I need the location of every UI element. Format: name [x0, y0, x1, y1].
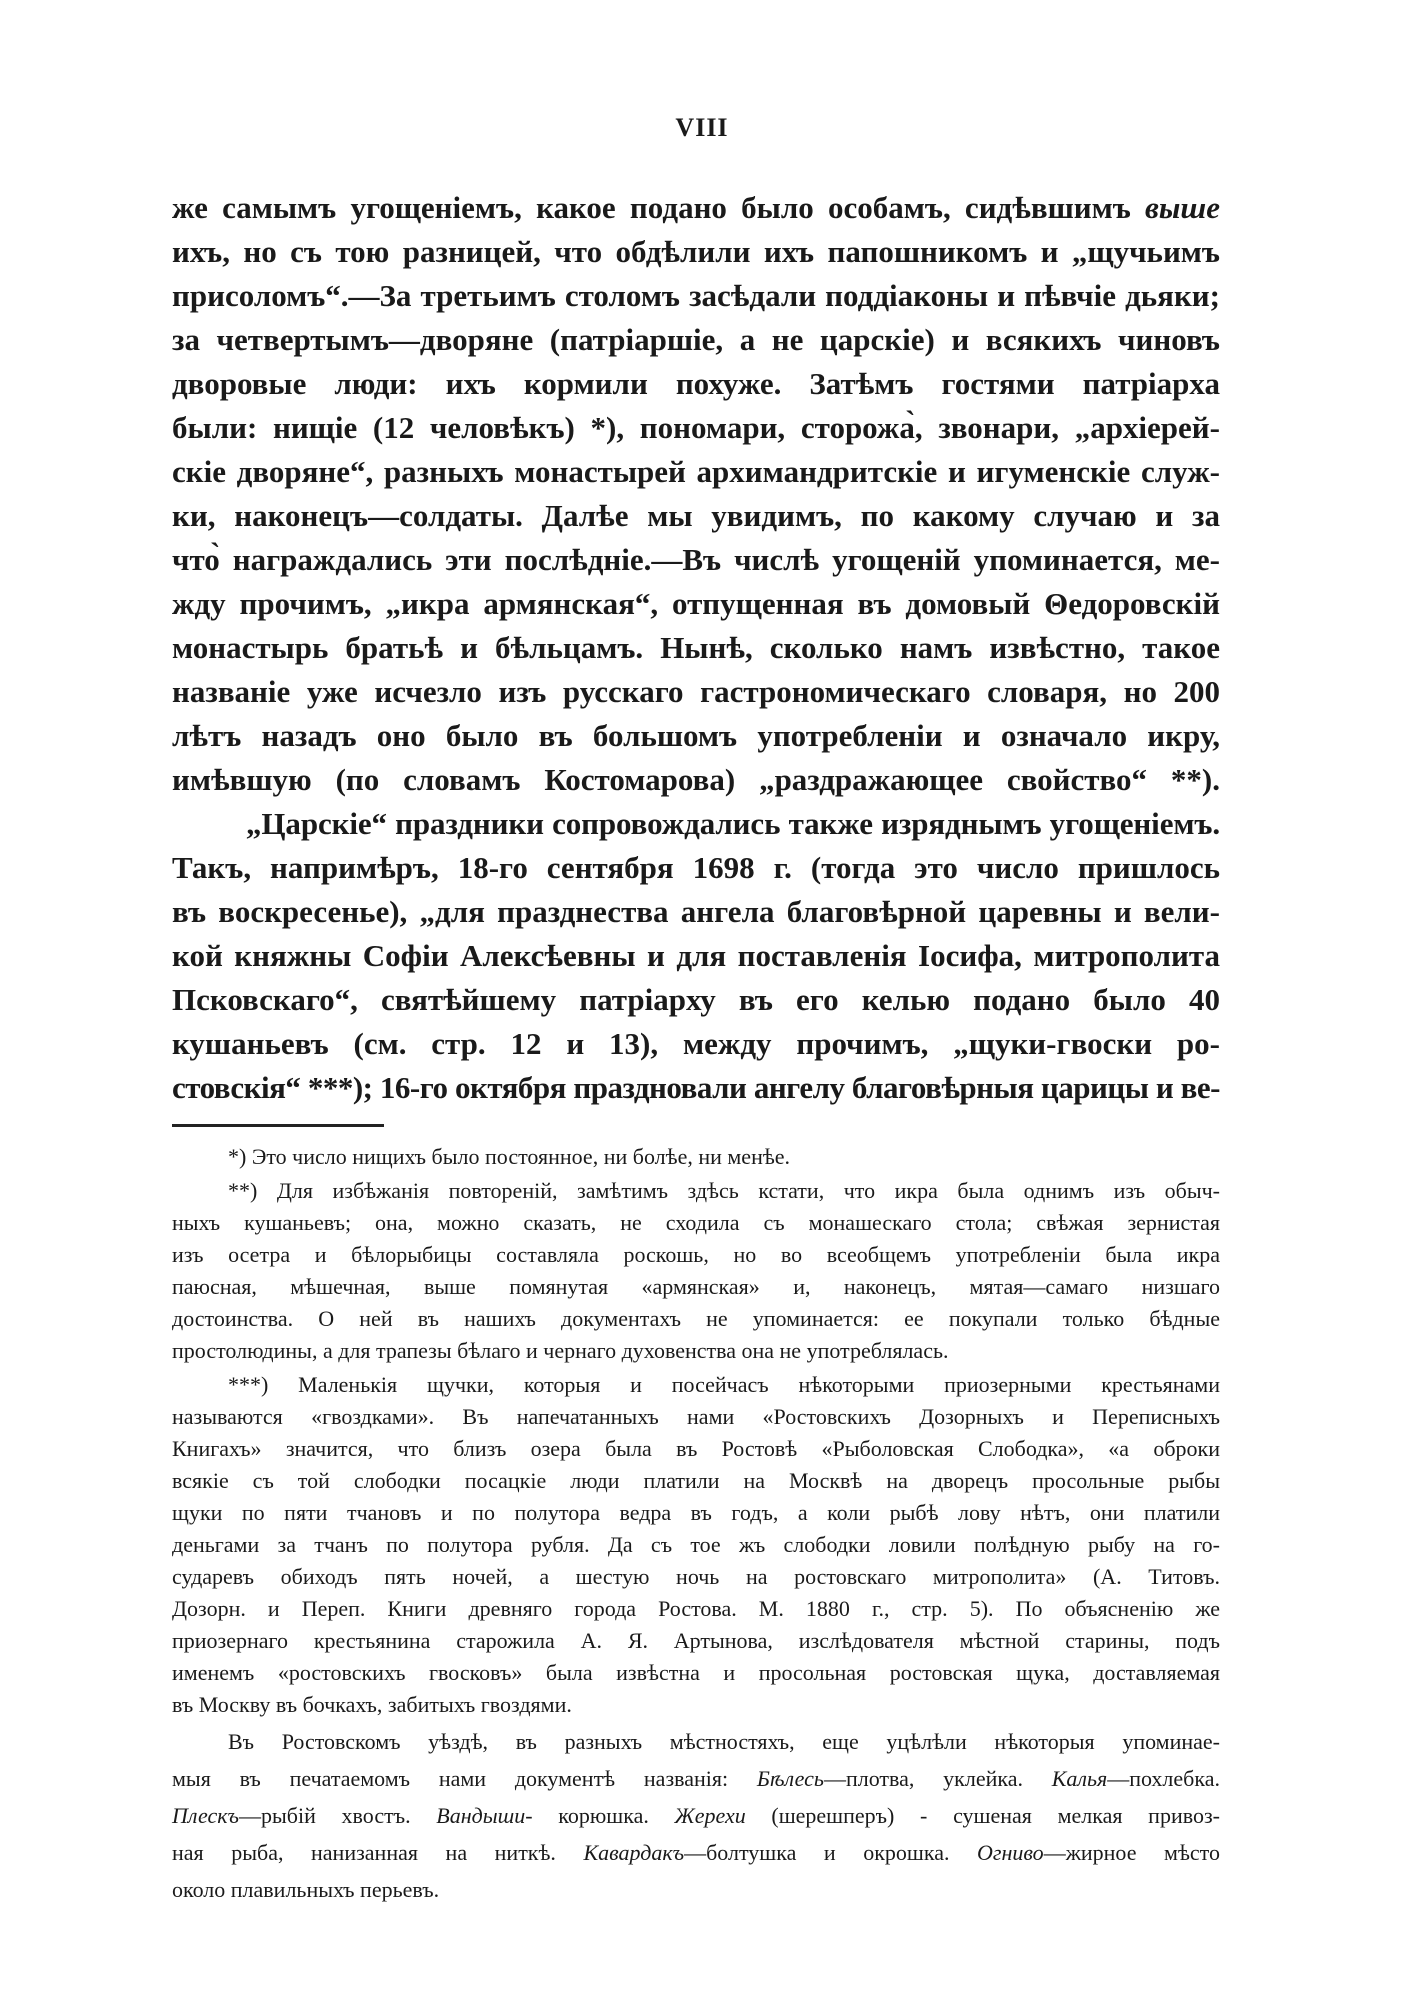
text-segment: мыя въ печатаемомъ нами документѣ названія: [172, 1766, 757, 1791]
page-column [172, 186, 1220, 1908]
text-line [172, 1497, 1220, 1529]
text-line [172, 1529, 1220, 1561]
text-line [172, 1141, 1220, 1173]
text-segment: —плотва, уклейка. [823, 1766, 1052, 1791]
text-segment: дворовые люди: ихъ кормили похуже. Затѣмъ гостями патріарха [172, 366, 1220, 401]
text-segment: что̀ награждались эти послѣдніе.—Въ числѣ угощеній упоминается, ме- [172, 542, 1220, 577]
footnote-3 [172, 1369, 1220, 1721]
text-segment: Такъ, напримѣръ, 18-го сентября 1698 г. (тогда это число пришлось [172, 850, 1220, 885]
text-segment: ихъ, но съ тою разницей, что обдѣлили ихъ папошникомъ и „щучьимъ [172, 234, 1220, 269]
text-segment: - корюшка. [525, 1803, 675, 1828]
text-line [172, 538, 1220, 582]
text-segment: же самымъ угощеніемъ, какое подано было особамъ, сидѣвшимъ [172, 190, 1146, 225]
text-line [172, 1175, 1220, 1207]
italic-term: Бѣлесь [756, 1766, 824, 1791]
text-segment: называются «гвоздками». Въ напечатанныхъ нами «Ростовскихъ Дозорныхъ и Переписныхъ [172, 1404, 1220, 1429]
text-segment: Книгахъ» значится, что близъ озера была въ Ростовѣ «Рыболовская Слободка», «а оброки [172, 1436, 1220, 1461]
text-line [172, 494, 1220, 538]
text-segment: жду прочимъ, „икра армянская“, отпущенная въ домовый Θедоровскій [172, 586, 1220, 621]
footnote-2 [172, 1175, 1220, 1367]
text-line [172, 1022, 1220, 1066]
text-segment: **) Для избѣжанія повтореній, замѣтимъ здѣсь кстати, что икра была однимъ изъ обыч- [228, 1178, 1220, 1203]
text-line [172, 1401, 1220, 1433]
text-segment: именемъ «ростовскихъ гвосковъ» была извѣстна и просольная ростовская щука, доставляемая [172, 1660, 1220, 1685]
text-segment: названіе уже исчезло изъ русскаго гастрономическаго словаря, но 200 [172, 674, 1220, 709]
text-segment: „Царскіе“ праздники сопровождались также изряднымъ угощеніемъ. [246, 806, 1220, 841]
text-segment: —рыбій хвостъ. [238, 1803, 437, 1828]
text-segment: достоинства. О ней въ нашихъ документахъ не упоминается: ее покупали только бѣдные [172, 1306, 1220, 1331]
text-segment: были: нищіе (12 человѣкъ) *), пономари, сторожа̀, звонари, „архіерей- [172, 410, 1220, 445]
text-segment: присоломъ“.—За третьимъ столомъ засѣдали поддіаконы и пѣвчіе дьяки; [172, 278, 1220, 313]
text-segment: —болтушка и окрошка. [684, 1840, 978, 1865]
text-line [172, 1593, 1220, 1625]
text-line [172, 1335, 1220, 1367]
text-segment: приозернаго крестьянина старожила А. Я. Артынова, изслѣдователя мѣстной старины, подъ [172, 1628, 1220, 1653]
text-line [172, 1271, 1220, 1303]
text-segment: ная рыба, нанизанная на ниткѣ. [172, 1840, 584, 1865]
text-line [172, 1834, 1220, 1871]
text-line [172, 1625, 1220, 1657]
text-segment: въ воскресенье), „для празднества ангела благовѣрной царевны и вели- [172, 894, 1220, 929]
text-segment: деньгами за тчанъ по полутора рубля. Да съ тое жъ слободки ловили полѣдную рыбу на го- [172, 1532, 1220, 1557]
text-line [172, 1797, 1220, 1834]
text-line [172, 362, 1220, 406]
italic-term: Вандыши [436, 1803, 526, 1828]
text-segment: имѣвшую (по словамъ Костомарова) „раздражающее свойство“ **). [172, 762, 1220, 797]
italic-term: Калья [1051, 1766, 1108, 1791]
text-segment: ***) Маленькія щучки, которыя и посейчасъ нѣкоторыми приозерными крестьянами [228, 1372, 1220, 1397]
footnote-1 [172, 1141, 1220, 1173]
text-line [172, 186, 1220, 230]
text-segment: всякіе съ той слободки посацкіе люди платили на Москвѣ на дворецъ просольные рыбы [172, 1468, 1220, 1493]
text-line [172, 626, 1220, 670]
text-segment: въ Москву въ бочкахъ, забитыхъ гвоздями. [172, 1692, 572, 1717]
text-segment: паюсная, мѣшечная, выше помянутая «армянская» и, наконецъ, мятая—самаго низшаго [172, 1274, 1220, 1299]
text-segment: простолюдины, а для трапезы бѣлаго и чернаго духовенства она не употреблялась. [172, 1338, 949, 1363]
text-line [172, 274, 1220, 318]
text-segment: изъ осетра и бѣлорыбицы составляла роскошь, но во всеобщемъ употребленіи была икра [172, 1242, 1220, 1267]
text-line [172, 1433, 1220, 1465]
text-segment: —похлебка. [1107, 1766, 1220, 1791]
text-line [172, 1760, 1220, 1797]
text-line [172, 318, 1220, 362]
text-segment: лѣтъ назадъ оно было въ большомъ употребленіи и означало икру, [172, 718, 1220, 753]
text-segment: скіе дворяне“, разныхъ монастырей архимандритскіе и игуменскіе служ- [172, 454, 1220, 489]
text-line [172, 1657, 1220, 1689]
text-segment: за четвертымъ—дворяне (патріаршіе, а не царскіе) и всякихъ чиновъ [172, 322, 1220, 357]
text-segment: ныхъ кушаньевъ; она, можно сказать, не сходила съ монашескаго стола; свѣжая зернистая [172, 1210, 1220, 1235]
text-segment: кой княжны Софіи Алексѣевны и для поставленія Іосифа, митрополита [172, 938, 1220, 973]
text-segment: щуки по пяти тчановъ и по полутора ведра въ годъ, а коли рыбѣ лову нѣтъ, они платили [172, 1500, 1220, 1525]
text-line [172, 1303, 1220, 1335]
text-line [172, 934, 1220, 978]
footnote-divider [172, 1124, 384, 1127]
text-line [172, 1369, 1220, 1401]
text-line [172, 758, 1220, 802]
text-line [172, 230, 1220, 274]
text-line [172, 890, 1220, 934]
main-text [172, 186, 1220, 1110]
text-line [172, 406, 1220, 450]
text-segment: стовскія“ ***); 16-го октября праздновали ангелу благовѣрныя царицы и ве- [172, 1070, 1220, 1105]
text-line [172, 714, 1220, 758]
text-line [172, 978, 1220, 1022]
italic-term: Плескъ [172, 1803, 239, 1828]
text-line [172, 1066, 1220, 1110]
text-line [172, 1207, 1220, 1239]
text-segment: *) Это число нищихъ было постоянное, ни болѣе, ни менѣе. [228, 1144, 791, 1169]
text-segment: сударевъ обиходъ пять ночей, а шестую ночь на ростовскаго митрополита» (А. Титовъ. [172, 1564, 1220, 1589]
text-line [172, 1689, 1220, 1721]
text-segment: Псковскаго“, святѣйшему патріарху въ его келью подано было 40 [172, 982, 1220, 1017]
italic-term: Кавардакъ [583, 1840, 685, 1865]
text-segment: (шерешперъ) - сушеная мелкая привоз- [745, 1803, 1220, 1828]
text-line [172, 846, 1220, 890]
italic-term: выше [1145, 190, 1220, 225]
text-line [172, 582, 1220, 626]
text-line [172, 1465, 1220, 1497]
text-line [172, 1871, 1220, 1908]
text-segment: кушаньевъ (см. стр. 12 и 13), между прочимъ, „щуки-гвоски ро- [172, 1026, 1220, 1061]
italic-term: Жерехи [674, 1803, 746, 1828]
text-segment: монастырь братьѣ и бѣльцамъ. Нынѣ, сколько намъ извѣстно, такое [172, 630, 1220, 665]
text-line [172, 450, 1220, 494]
text-segment: Въ Ростовскомъ уѣздѣ, въ разныхъ мѣстностяхъ, еще уцѣлѣли нѣкоторыя упоминае- [228, 1729, 1220, 1754]
text-line [172, 1561, 1220, 1593]
text-segment: —жирное мѣсто [1043, 1840, 1220, 1865]
text-line [172, 1723, 1220, 1760]
text-line [172, 1239, 1220, 1271]
text-segment: около плавильныхъ перьевъ. [172, 1877, 440, 1902]
text-line [172, 670, 1220, 714]
text-segment: ки, наконецъ—солдаты. Далѣе мы увидимъ, по какому случаю и за [172, 498, 1220, 533]
text-line [172, 802, 1220, 846]
page-number: VIII [675, 113, 729, 142]
text-segment: Дозорн. и Переп. Книги древняго города Ростова. М. 1880 г., стр. 5). По объясненію же [172, 1596, 1220, 1621]
footnote-4 [172, 1723, 1220, 1908]
italic-term: Огниво [977, 1840, 1044, 1865]
